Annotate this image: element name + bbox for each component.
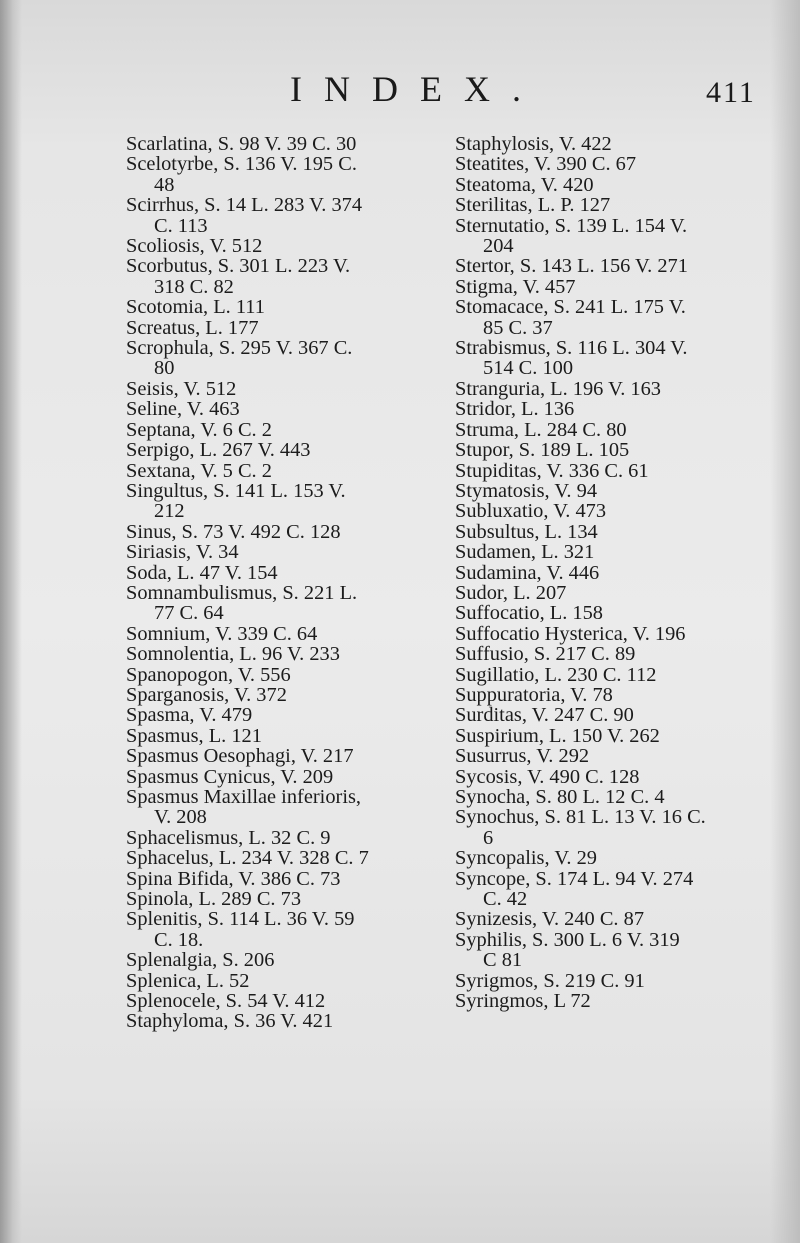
index-entry <box>126 1011 446 1031</box>
index-entry <box>455 909 775 929</box>
index-entry-text: Seline, V. 463 <box>126 398 240 421</box>
index-entry <box>126 848 446 868</box>
index-entry <box>455 216 775 257</box>
index-entry-text: Suppuratoria, V. 78 <box>455 683 613 706</box>
index-entry <box>455 542 775 562</box>
index-entry <box>126 420 446 440</box>
index-entry-text: Sinus, S. 73 V. 492 C. 128 <box>126 520 341 543</box>
index-entry <box>126 726 446 746</box>
index-entry-text: Sphacelus, L. 234 V. 328 C. 7 <box>126 847 369 870</box>
index-entry <box>455 848 775 868</box>
index-entry <box>455 297 775 338</box>
index-entry-text: Stridor, L. 136 <box>455 398 575 421</box>
index-entry <box>126 644 446 664</box>
index-entry <box>126 665 446 685</box>
index-entry-continuation: C. 18. <box>154 928 204 951</box>
index-entry-text: Splenalgia, S. 206 <box>126 949 275 972</box>
index-entry <box>455 440 775 460</box>
index-entry <box>455 420 775 440</box>
index-entry-text: Syphilis, S. 300 L. 6 V. 319 <box>455 928 680 951</box>
index-entry-text: Surditas, V. 247 C. 90 <box>455 704 634 727</box>
index-column-left <box>126 134 446 1032</box>
index-entry-text: Synocha, S. 80 L. 12 C. 4 <box>455 786 665 808</box>
index-entry <box>455 563 775 583</box>
index-entry <box>126 481 446 522</box>
index-entry-text: Serpigo, L. 267 V. 443 <box>126 439 311 462</box>
index-entry <box>455 644 775 664</box>
index-entry <box>126 542 446 562</box>
index-entry-text: Staphylosis, V. 422 <box>455 133 612 155</box>
index-entry-continuation: 204 <box>483 235 514 258</box>
index-entry <box>455 481 775 501</box>
index-entry <box>455 746 775 766</box>
index-entry-continuation: 514 C. 100 <box>483 357 574 380</box>
index-entry-text: Splenitis, S. 114 L. 36 V. 59 <box>126 908 355 931</box>
index-entry-text: Steatites, V. 390 C. 67 <box>455 153 637 176</box>
index-entry <box>126 522 446 542</box>
index-entry <box>126 195 446 236</box>
index-entry-text: Sparganosis, V. 372 <box>126 683 287 706</box>
index-entry-text: Scoliosis, V. 512 <box>126 235 263 258</box>
index-entry-text: Spinola, L. 289 C. 73 <box>126 888 302 911</box>
index-entry-text: Strabismus, S. 116 L. 304 V. <box>455 337 688 360</box>
index-entry-continuation: 77 C. 64 <box>154 602 224 625</box>
index-entry-text: Scirrhus, S. 14 L. 283 V. 374 <box>126 194 363 217</box>
index-entry-text: Stymatosis, V. 94 <box>455 479 598 502</box>
index-heading: INDEX. <box>290 69 543 109</box>
index-entry-text: Synizesis, V. 240 C. 87 <box>455 908 645 931</box>
index-entry <box>126 399 446 419</box>
index-entry <box>455 154 775 174</box>
index-entry-text: Stupiditas, V. 336 C. 61 <box>455 459 649 482</box>
index-entry-continuation: 212 <box>154 500 185 523</box>
index-entry-text: Somnium, V. 339 C. 64 <box>126 622 318 645</box>
index-entry <box>126 297 446 317</box>
index-entry <box>126 461 446 481</box>
index-entry <box>455 522 775 542</box>
index-entry-text: Singultus, S. 141 L. 153 V. <box>126 479 346 502</box>
index-entry-text: Syringmos, L 72 <box>455 990 591 1013</box>
index-column-right <box>455 134 775 1011</box>
index-entry <box>126 991 446 1011</box>
index-entry-text: Somnolentia, L. 96 V. 233 <box>126 643 340 666</box>
index-entry <box>455 134 775 154</box>
index-entry <box>126 256 446 297</box>
index-entry-text: Staphyloma, S. 36 V. 421 <box>126 1010 334 1033</box>
index-entry-continuation: V. 208 <box>154 806 207 829</box>
index-entry <box>126 869 446 889</box>
index-entry-text: Spasma, V. 479 <box>126 704 253 727</box>
index-entry <box>126 318 446 338</box>
index-entry-text: Somnambulismus, S. 221 L. <box>126 581 358 604</box>
index-entry-text: Scotomia, L. 111 <box>126 296 265 319</box>
index-entry <box>126 154 446 195</box>
index-entry <box>455 175 775 195</box>
index-entry-text: Sugillatio, L. 230 C. 112 <box>455 663 657 686</box>
index-entry-text: Sextana, V. 5 C. 2 <box>126 459 272 482</box>
index-entry-text: Spasmus Oesophagi, V. 217 <box>126 745 354 768</box>
index-entry-text: Sphacelismus, L. 32 C. 9 <box>126 826 331 849</box>
index-entry-text: Spasmus, L. 121 <box>126 724 262 747</box>
index-entry <box>455 787 775 807</box>
index-entry-text: Syncopalis, V. 29 <box>455 847 597 870</box>
index-entry-text: Subsultus, L. 134 <box>455 520 598 543</box>
index-entry <box>126 889 446 909</box>
index-entry-text: Suffusio, S. 217 C. 89 <box>455 643 636 666</box>
index-entry-continuation: 6 <box>483 826 494 849</box>
index-entry-continuation: 48 <box>154 173 175 196</box>
index-entry-text: Scelotyrbe, S. 136 V. 195 C. <box>126 153 357 176</box>
index-entry <box>455 603 775 623</box>
index-entry-continuation: 318 C. 82 <box>154 275 234 298</box>
index-entry <box>126 767 446 787</box>
index-entry-text: Scarlatina, S. 98 V. 39 C. 30 <box>126 133 357 155</box>
index-entry <box>455 624 775 644</box>
index-entry-text: Spanopogon, V. 556 <box>126 663 291 686</box>
index-entry <box>126 134 446 154</box>
index-entry <box>126 440 446 460</box>
index-entry <box>455 705 775 725</box>
index-entry-text: Stranguria, L. 196 V. 163 <box>455 377 661 400</box>
index-entry <box>455 665 775 685</box>
index-entry-text: Suffocatio, L. 158 <box>455 602 604 625</box>
index-entry <box>455 767 775 787</box>
index-entry-text: Syrigmos, S. 219 C. 91 <box>455 969 645 992</box>
index-entry-text: Scrophula, S. 295 V. 367 C. <box>126 337 353 360</box>
index-entry <box>455 256 775 276</box>
index-entry <box>455 379 775 399</box>
index-entry <box>126 236 446 256</box>
index-entry <box>455 971 775 991</box>
index-entry-text: Soda, L. 47 V. 154 <box>126 561 278 584</box>
index-entry-text: Screatus, L. 177 <box>126 316 259 339</box>
index-entry <box>455 461 775 481</box>
index-entry-text: Subluxatio, V. 473 <box>455 500 607 523</box>
index-entry-text: Splenocele, S. 54 V. 412 <box>126 990 326 1013</box>
index-entry-text: Sudamina, V. 446 <box>455 561 600 584</box>
index-entry-continuation: C 81 <box>483 949 523 972</box>
page-number: 411 <box>706 76 756 109</box>
index-entry <box>455 807 775 848</box>
index-entry-text: Stupor, S. 189 L. 105 <box>455 439 630 462</box>
index-entry-text: Spasmus Maxillae inferioris, <box>126 786 362 808</box>
index-entry <box>126 338 446 379</box>
index-entry-continuation: 80 <box>154 357 175 380</box>
index-entry <box>126 624 446 644</box>
index-entry <box>126 971 446 991</box>
index-entry-text: Seisis, V. 512 <box>126 377 237 400</box>
index-entry <box>455 277 775 297</box>
index-entry <box>126 787 446 828</box>
index-entry <box>455 685 775 705</box>
index-entry-text: Sycosis, V. 490 C. 128 <box>455 765 640 788</box>
index-entry-text: Sudor, L. 207 <box>455 581 567 604</box>
index-entry <box>126 705 446 725</box>
index-entry <box>455 583 775 603</box>
index-entry-text: Suffocatio Hysterica, V. 196 <box>455 622 686 645</box>
index-entry-text: Susurrus, V. 292 <box>455 745 590 768</box>
index-entry <box>126 746 446 766</box>
index-entry-text: Sternutatio, S. 139 L. 154 V. <box>455 214 688 237</box>
index-entry <box>126 685 446 705</box>
index-entry-text: Synochus, S. 81 L. 13 V. 16 C. <box>455 806 706 829</box>
index-entry <box>455 726 775 746</box>
index-entry-text: Scorbutus, S. 301 L. 223 V. <box>126 255 351 278</box>
index-entry <box>126 828 446 848</box>
index-entry-text: Suspirium, L. 150 V. 262 <box>455 724 660 747</box>
index-entry <box>455 991 775 1011</box>
index-entry <box>126 379 446 399</box>
index-entry <box>455 195 775 215</box>
index-entry <box>455 930 775 971</box>
index-entry <box>126 909 446 950</box>
index-entry-text: Steatoma, V. 420 <box>455 173 594 196</box>
index-entry-text: Spina Bifida, V. 386 C. 73 <box>126 867 341 890</box>
index-entry-text: Struma, L. 284 C. 80 <box>455 418 627 441</box>
index-entry-continuation: C. 42 <box>483 888 528 911</box>
index-entry-text: Siriasis, V. 34 <box>126 541 239 564</box>
index-entry-text: Spasmus Cynicus, V. 209 <box>126 765 334 788</box>
index-entry-text: Sudamen, L. 321 <box>455 541 595 564</box>
index-entry-text: Stertor, S. 143 L. 156 V. 271 <box>455 255 688 278</box>
index-entry <box>455 869 775 910</box>
index-entry <box>126 583 446 624</box>
index-entry <box>455 399 775 419</box>
index-entry-text: Stigma, V. 457 <box>455 275 576 298</box>
index-entry-continuation: 85 C. 37 <box>483 316 553 339</box>
index-entry-text: Stomacace, S. 241 L. 175 V. <box>455 296 686 319</box>
index-entry-text: Splenica, L. 52 <box>126 969 250 992</box>
index-entry-continuation: C. 113 <box>154 214 208 237</box>
index-entry <box>126 563 446 583</box>
index-entry-text: Syncope, S. 174 L. 94 V. 274 <box>455 867 694 890</box>
index-entry-text: Septana, V. 6 C. 2 <box>126 418 272 441</box>
index-entry <box>455 338 775 379</box>
index-entry <box>455 501 775 521</box>
index-entry <box>126 950 446 970</box>
index-entry-text: Sterilitas, L. P. 127 <box>455 194 611 217</box>
